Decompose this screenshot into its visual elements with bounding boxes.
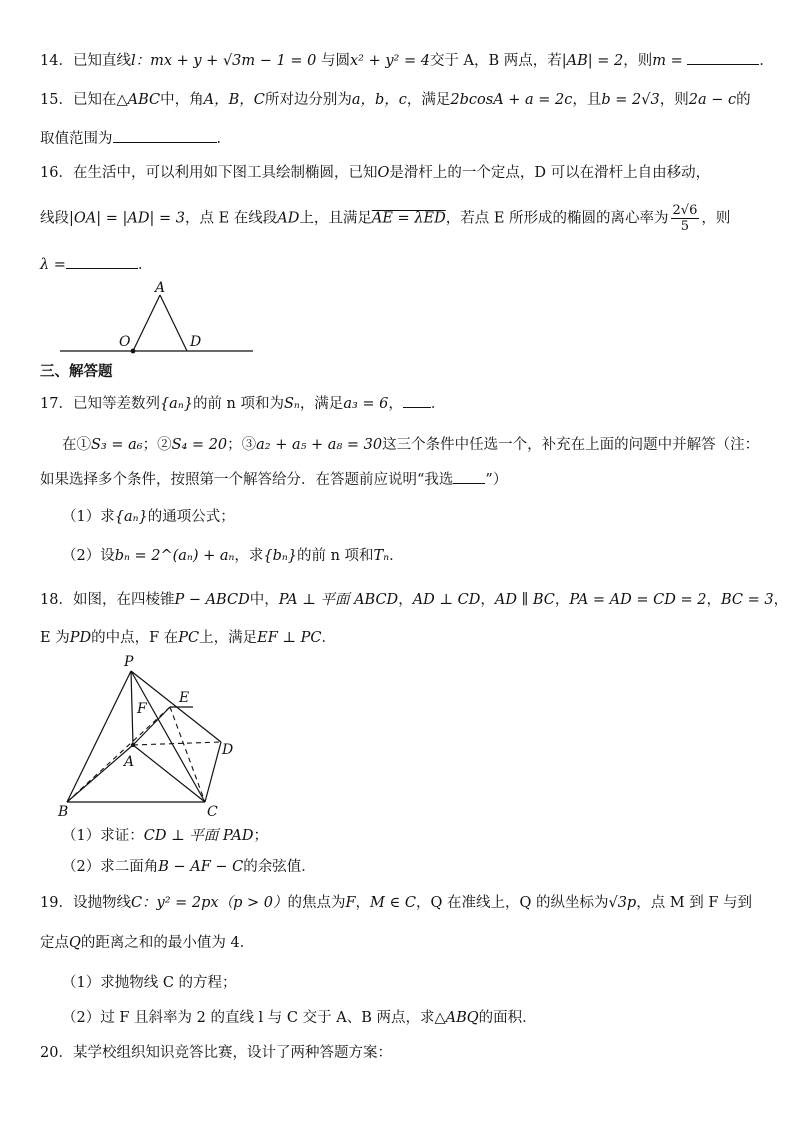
q18-pyramid: P − ABCD	[174, 592, 250, 608]
q16-segment-condition: |OA| = |AD| = 3	[69, 210, 185, 227]
q16-text: 是滑杆上的一个定点，D 可以在滑杆上自由移动，	[389, 165, 711, 181]
q15-text: ，满足	[406, 92, 451, 108]
q17-text: 已知等差数列	[72, 396, 160, 412]
q18-part1-text: ；	[253, 828, 268, 844]
label-f: F	[137, 701, 147, 717]
question-17	[40, 393, 445, 414]
label-o: O	[119, 334, 131, 350]
edge-pa	[131, 671, 133, 745]
question-18	[40, 590, 788, 610]
q19-text: ，Q 在准线上，Q 的纵坐标为	[415, 895, 609, 911]
q16-text: ，若点 E 所形成的椭圆的离心率为	[445, 210, 669, 227]
q17-sum: Sₙ	[284, 396, 300, 412]
q15-text: 中，角	[160, 92, 204, 108]
q15-text: ，且	[572, 92, 602, 108]
fixed-point-o	[131, 349, 136, 354]
q16-vector-condition: AE = λED	[371, 210, 446, 227]
q17-condition-blank[interactable]	[403, 393, 431, 408]
q17-text: ”）	[485, 472, 508, 488]
q18-text: 如图，在四棱锥	[72, 592, 175, 608]
question-17-part1	[62, 507, 235, 527]
q19-part2-text: 的面积．	[478, 1010, 537, 1026]
q14-circle-equation: x² + y² = 4	[349, 53, 430, 69]
segment-oa	[133, 295, 160, 351]
q18-condition-3: AD ∥ BC	[494, 592, 555, 608]
question-19-part1	[62, 973, 237, 993]
q18-segment-pc: PC	[178, 630, 200, 646]
q19-parabola: C：y² = 2px	[130, 895, 219, 911]
q17-condition-3: a₂ + a₅ + a₈ = 30	[256, 437, 383, 453]
q15-text: ，则	[659, 92, 689, 108]
q14-period: ．	[759, 53, 774, 69]
q17-part1-text: （1）求	[62, 509, 115, 525]
label-b: B	[58, 804, 69, 818]
q18-dihedral-angle: B − AF − C	[158, 859, 244, 875]
q18-separator: ，	[398, 592, 413, 608]
q19-part2-text: （2）过 F 且斜率为 2 的直线 l 与 C 交于 A、B 两点，求	[62, 1010, 435, 1026]
q17-condition-2: S₄ = 20	[171, 437, 228, 453]
q16-segment-ad: AD	[277, 210, 300, 227]
q18-text: 中，	[249, 592, 279, 608]
question-19	[40, 893, 752, 913]
q18-text: 上，满足	[199, 630, 258, 646]
q18-text: E 为	[40, 630, 70, 646]
q15-text: 的	[736, 92, 751, 108]
q15-number: 15．	[40, 92, 73, 108]
q19-focus: F	[345, 895, 356, 911]
q17-part1-text: 的通项公式；	[147, 509, 235, 525]
q17-tn: Tₙ	[373, 548, 390, 564]
q14-answer-blank[interactable]	[687, 50, 759, 65]
q18-separator: ，	[706, 592, 721, 608]
q18-part1-text: （1）求证：	[62, 828, 144, 844]
q17-text: 的前 n 项和为	[192, 396, 284, 412]
q19-q-ordinate: √3p	[608, 895, 637, 911]
q14-unknown: m =	[652, 53, 683, 69]
label-p: P	[124, 654, 134, 670]
q15-sides: a，b，c	[351, 92, 407, 108]
question-16	[40, 163, 710, 183]
q15-b-value: b = 2√3	[601, 92, 660, 108]
q16-text: 在生活中，可以利用如下图工具绘制椭圆，已知	[72, 165, 378, 181]
q17-text: 这三个条件中任选一个，补充在上面的问题中并解答（注：	[382, 437, 760, 453]
q14-text: 与圆	[320, 53, 350, 69]
question-18-part1	[62, 826, 268, 846]
q17-part2-text: （2）设	[62, 548, 115, 564]
q17-choice-blank[interactable]	[453, 469, 485, 484]
q16-answer-blank[interactable]	[66, 254, 138, 269]
label-d: D	[190, 334, 202, 350]
q19-point-q: Q	[69, 935, 81, 951]
q19-condition: （p > 0）	[218, 895, 288, 911]
q16-text: 线段	[40, 210, 69, 227]
q14-number: 14．	[40, 53, 73, 69]
q20-text: 某学校组织知识竞答比赛，设计了两种答题方案：	[72, 1045, 392, 1061]
q17-bn-definition: bₙ = 2^(aₙ) + aₙ	[114, 548, 235, 564]
q18-period: ．	[321, 630, 336, 646]
question-18-part2	[62, 857, 316, 877]
q18-part2-text: （2）求二面角	[62, 859, 159, 875]
q17-part2-text: ，求	[234, 548, 264, 564]
q19-text: 设抛物线	[72, 895, 131, 911]
q18-condition-1: PA ⊥ 平面 ABCD	[278, 592, 399, 608]
q17-a3: a₃ = 6	[343, 396, 389, 412]
q15-text: 所对边分别为	[264, 92, 352, 108]
edge-pb	[67, 671, 131, 802]
question-17-part2	[62, 546, 404, 566]
question-20	[40, 1043, 392, 1063]
q18-separator: ，	[554, 592, 570, 608]
q15-condition: 2bcosA + a = 2c	[450, 92, 573, 108]
question-19-part2	[62, 1008, 537, 1028]
q20-number: 20．	[40, 1045, 73, 1061]
q19-part1-text: （1）求抛物线 C 的方程；	[62, 975, 237, 991]
question-17-line2	[62, 435, 759, 455]
question-18-line2	[40, 628, 336, 648]
q15-text: 取值范围为	[40, 131, 113, 147]
q14-text: 交于 A，B 两点，若	[429, 53, 562, 69]
q19-point-m: M ∈ C	[370, 895, 416, 911]
q16-text: 上，且满足	[299, 210, 372, 227]
segment-ad	[160, 295, 187, 351]
q15-answer-blank[interactable]	[113, 128, 217, 143]
q18-separator: ，	[773, 592, 789, 608]
q18-condition-4: PA = AD = CD = 2	[569, 592, 707, 608]
question-15-line2	[40, 128, 231, 149]
q16-number: 16．	[40, 165, 73, 181]
label-d: D	[222, 742, 234, 758]
q15-angles: A，B，C	[203, 92, 265, 108]
q14-text: ，则	[623, 53, 653, 69]
edge-ac	[133, 745, 205, 802]
q14-text: 已知直线	[72, 53, 131, 69]
q16-slider-figure	[55, 278, 260, 358]
q17-text: ，满足	[299, 396, 344, 412]
q18-segment-pd: PD	[69, 630, 92, 646]
q16-point-o: O	[377, 165, 390, 181]
q19-text: 的距离之和的最小值为 4．	[80, 935, 255, 951]
q16-text: ，点 E 在线段	[184, 210, 278, 227]
question-17-line3	[40, 469, 507, 490]
question-16-line2	[40, 203, 730, 234]
edge-cd	[205, 742, 221, 802]
q18-condition-ef: EF ⊥ PC	[257, 630, 322, 646]
question-14	[40, 50, 774, 71]
q16-eccentricity	[671, 203, 700, 234]
q14-line-equation: l：mx + y + √3m − 1 = 0	[130, 53, 317, 69]
q15-expression: 2a − c	[688, 92, 737, 108]
q18-condition-2: AD ⊥ CD	[412, 592, 481, 608]
q17-part2-sequence: {bₙ}	[263, 548, 297, 564]
q19-text: 定点	[40, 935, 69, 951]
question-16-line3	[40, 254, 152, 275]
question-19-line2	[40, 933, 254, 953]
point-a	[131, 743, 135, 747]
q15-period: ．	[216, 131, 231, 147]
q19-triangle: △ABQ	[434, 1010, 479, 1026]
q16-ecc-numerator: 2√6	[672, 203, 698, 218]
q17-text: ；②	[142, 437, 172, 453]
q16-period: ．	[137, 257, 153, 273]
q18-separator: ，	[480, 592, 495, 608]
q17-part2-text: 的前 n 项和	[296, 548, 374, 564]
q15-triangle: △ABC	[116, 92, 161, 108]
q17-text: 在①	[62, 437, 91, 453]
label-e: E	[179, 690, 190, 706]
q17-text: ；③	[227, 437, 257, 453]
q18-text: 的中点，F 在	[91, 630, 179, 646]
label-a: A	[124, 754, 135, 770]
q19-number: 19．	[40, 895, 73, 911]
q18-part1-statement: CD ⊥ 平面 PAD	[143, 828, 254, 844]
q19-text: ，	[355, 895, 371, 911]
q16-text: ，则	[701, 210, 731, 227]
q14-condition: |AB| = 2	[561, 53, 624, 69]
q15-text: 已知在	[72, 92, 117, 108]
section-title: 三、解答题	[40, 363, 113, 380]
q18-number: 18．	[40, 592, 73, 608]
q18-pyramid-figure	[55, 650, 245, 818]
q19-text: 的焦点为	[287, 895, 346, 911]
q18-part2-text: 的余弦值．	[243, 859, 316, 875]
q17-text: ，	[388, 396, 403, 412]
hidden-segment-bf	[67, 707, 170, 802]
label-c: C	[207, 804, 218, 818]
q16-unknown: λ =	[40, 257, 66, 273]
q17-period: ．	[430, 396, 446, 412]
q19-text: ，点 M 到 F 与到	[636, 895, 753, 911]
q16-ecc-denominator: 5	[680, 219, 690, 234]
question-15	[40, 90, 751, 110]
q17-condition-1: S₃ = a₆	[91, 437, 143, 453]
q17-sequence: {aₙ}	[159, 396, 193, 412]
q17-part1-sequence: {aₙ}	[114, 509, 148, 525]
q17-period: ．	[389, 548, 404, 564]
q17-number: 17．	[40, 396, 73, 412]
q17-text: 如果选择多个条件，按照第一个解答给分．在答题前应说明“我选	[40, 472, 454, 488]
q18-condition-5: BC = 3	[720, 592, 774, 608]
label-a: A	[155, 280, 166, 296]
hidden-edge-ad	[133, 742, 221, 745]
